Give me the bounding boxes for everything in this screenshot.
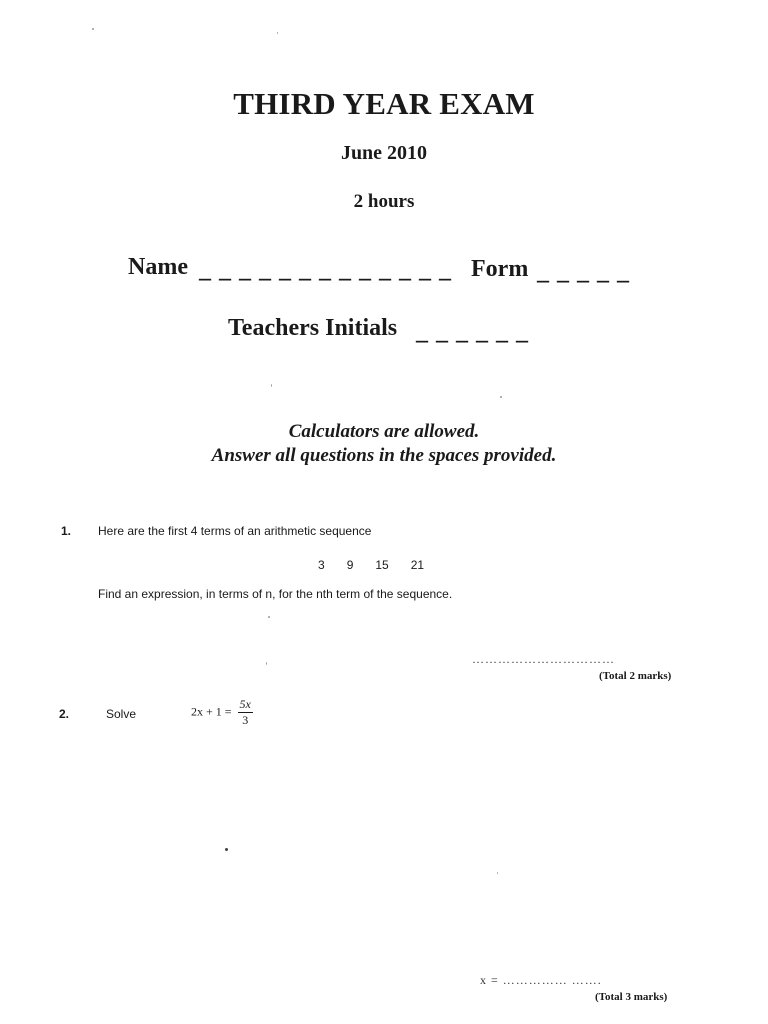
form-label: Form xyxy=(471,256,529,282)
question-1-sequence xyxy=(318,556,446,574)
sequence-term: 15 xyxy=(375,558,389,572)
question-1-prompt: Find an expression, in terms of n, for the nth term of the sequence. xyxy=(98,587,453,601)
sequence-term: 3 xyxy=(318,558,325,572)
scan-speck xyxy=(497,872,498,874)
fraction-numerator: 5x xyxy=(239,697,251,711)
scan-speck xyxy=(277,32,278,34)
name-field[interactable]: _ _ _ _ _ _ _ _ _ _ _ _ _ xyxy=(199,257,452,283)
scan-speck xyxy=(92,28,94,30)
question-1-text: Here are the first 4 terms of an arithmetic sequence xyxy=(98,524,372,538)
sequence-term: 9 xyxy=(346,558,354,572)
question-2-equation xyxy=(191,697,253,728)
equation-fraction xyxy=(238,697,253,728)
question-2-answer-line[interactable]: x = …………… ……. xyxy=(480,973,602,987)
exam-duration: 2 hours xyxy=(353,191,415,212)
teachers-initials-field[interactable]: _ _ _ _ _ _ xyxy=(416,319,529,345)
equation-lhs: 2x + 1 = xyxy=(191,704,232,719)
question-1-answer-line[interactable]: …………………………… xyxy=(472,652,615,666)
teachers-initials-label: Teachers Initials xyxy=(228,315,398,341)
name-label: Name xyxy=(128,254,188,280)
instruction-line-1: Calculators are allowed. xyxy=(288,421,480,442)
exam-date: June 2010 xyxy=(340,142,428,164)
form-field[interactable]: _ _ _ _ _ xyxy=(537,259,630,285)
instruction-line-2: Answer all questions in the spaces provided. xyxy=(211,445,557,466)
exam-title: THIRD YEAR EXAM xyxy=(233,86,535,121)
fraction-denominator: 3 xyxy=(242,713,249,727)
question-1-number: 1. xyxy=(61,524,72,538)
question-2-number: 2. xyxy=(59,707,70,721)
scan-speck xyxy=(268,616,270,618)
scan-speck xyxy=(266,662,267,665)
question-2-text: Solve xyxy=(106,707,137,721)
sequence-term: 21 xyxy=(410,558,425,572)
question-1-marks: (Total 2 marks) xyxy=(599,670,672,682)
question-2-marks: (Total 3 marks) xyxy=(595,991,668,1003)
scan-speck xyxy=(225,848,228,851)
scan-speck xyxy=(500,396,502,398)
scan-speck xyxy=(271,384,272,387)
